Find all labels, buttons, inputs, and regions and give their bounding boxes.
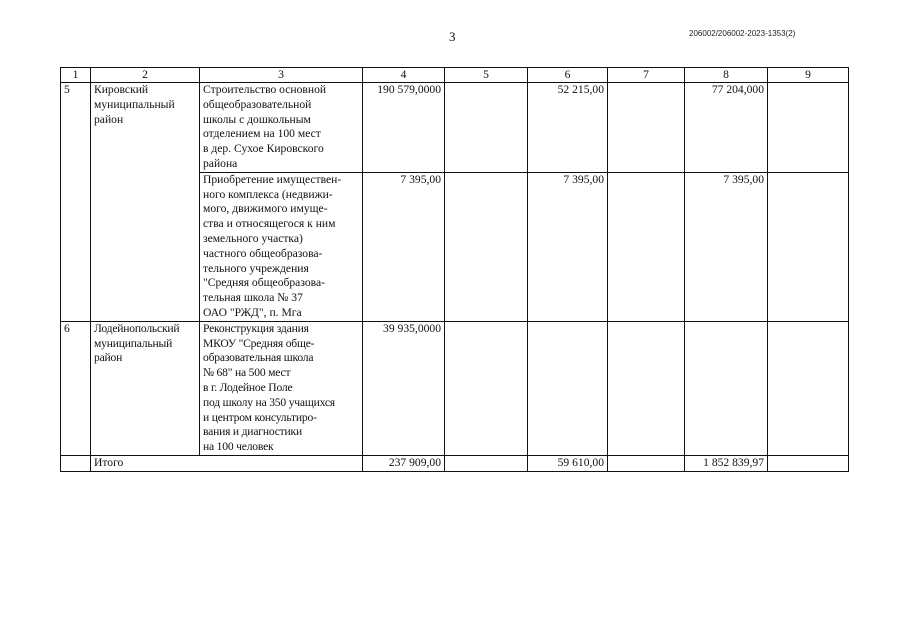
total-amount xyxy=(608,455,685,471)
total-amount: 59 610,00 xyxy=(528,455,608,471)
project-description: Строительство основной общеобразовательной школы с дошкольным отделением на 100 мест в дер. Сухое Кировского района xyxy=(200,83,363,173)
total-label: Итого xyxy=(91,455,363,471)
district-cell: Лодейнопольский муниципальный район xyxy=(91,321,200,455)
funding-table xyxy=(60,67,849,472)
header-row xyxy=(61,68,849,83)
column-header: 3 xyxy=(200,68,363,83)
table-row xyxy=(61,321,849,455)
table-row xyxy=(61,83,849,173)
row-index: 6 xyxy=(61,321,91,455)
amount-cell xyxy=(608,321,685,455)
amount-cell xyxy=(608,83,685,173)
amount-cell: 7 395,00 xyxy=(528,172,608,321)
column-header: 5 xyxy=(445,68,528,83)
total-amount xyxy=(768,455,849,471)
amount-cell: 7 395,00 xyxy=(363,172,445,321)
column-header: 6 xyxy=(528,68,608,83)
column-header: 4 xyxy=(363,68,445,83)
column-header: 8 xyxy=(685,68,768,83)
column-header: 2 xyxy=(91,68,200,83)
amount-cell: 77 204,000 xyxy=(685,83,768,173)
amount-cell xyxy=(528,321,608,455)
page-number: 3 xyxy=(449,29,456,44)
project-description: Реконструкция здания МКОУ "Средняя обще- образовательная школа № 68" на 500 мест в г. Лодейное Поле под школу на 350 учащихся и центром консультиро- вания и диагностики на 100 человек xyxy=(200,321,363,455)
amount-cell xyxy=(445,321,528,455)
row-index: 5 xyxy=(61,83,91,322)
amount-cell: 39 935,0000 xyxy=(363,321,445,455)
total-row xyxy=(61,455,849,471)
amount-cell xyxy=(768,321,849,455)
amount-cell xyxy=(445,172,528,321)
amount-cell xyxy=(445,83,528,173)
total-amount xyxy=(445,455,528,471)
row-index xyxy=(61,455,91,471)
amount-cell: 52 215,00 xyxy=(528,83,608,173)
column-header: 7 xyxy=(608,68,685,83)
column-header: 1 xyxy=(61,68,91,83)
document-id: 206002/206002-2023-1353(2) xyxy=(689,29,796,38)
amount-cell: 7 395,00 xyxy=(685,172,768,321)
district-cell: Кировский муниципальный район xyxy=(91,83,200,322)
amount-cell: 190 579,0000 xyxy=(363,83,445,173)
amount-cell xyxy=(608,172,685,321)
amount-cell xyxy=(685,321,768,455)
amount-cell xyxy=(768,172,849,321)
total-amount: 1 852 839,97 xyxy=(685,455,768,471)
total-amount: 237 909,00 xyxy=(363,455,445,471)
amount-cell xyxy=(768,83,849,173)
project-description: Приобретение имуществен- ного комплекса (недвижи- мого, движимого имуще- ства и относящегося к ним земельного участка) частного общеобразова- тельного учреждения "Средняя общеобразова- тельная школа № 37 ОАО "РЖД", п. Мга xyxy=(200,172,363,321)
column-header: 9 xyxy=(768,68,849,83)
